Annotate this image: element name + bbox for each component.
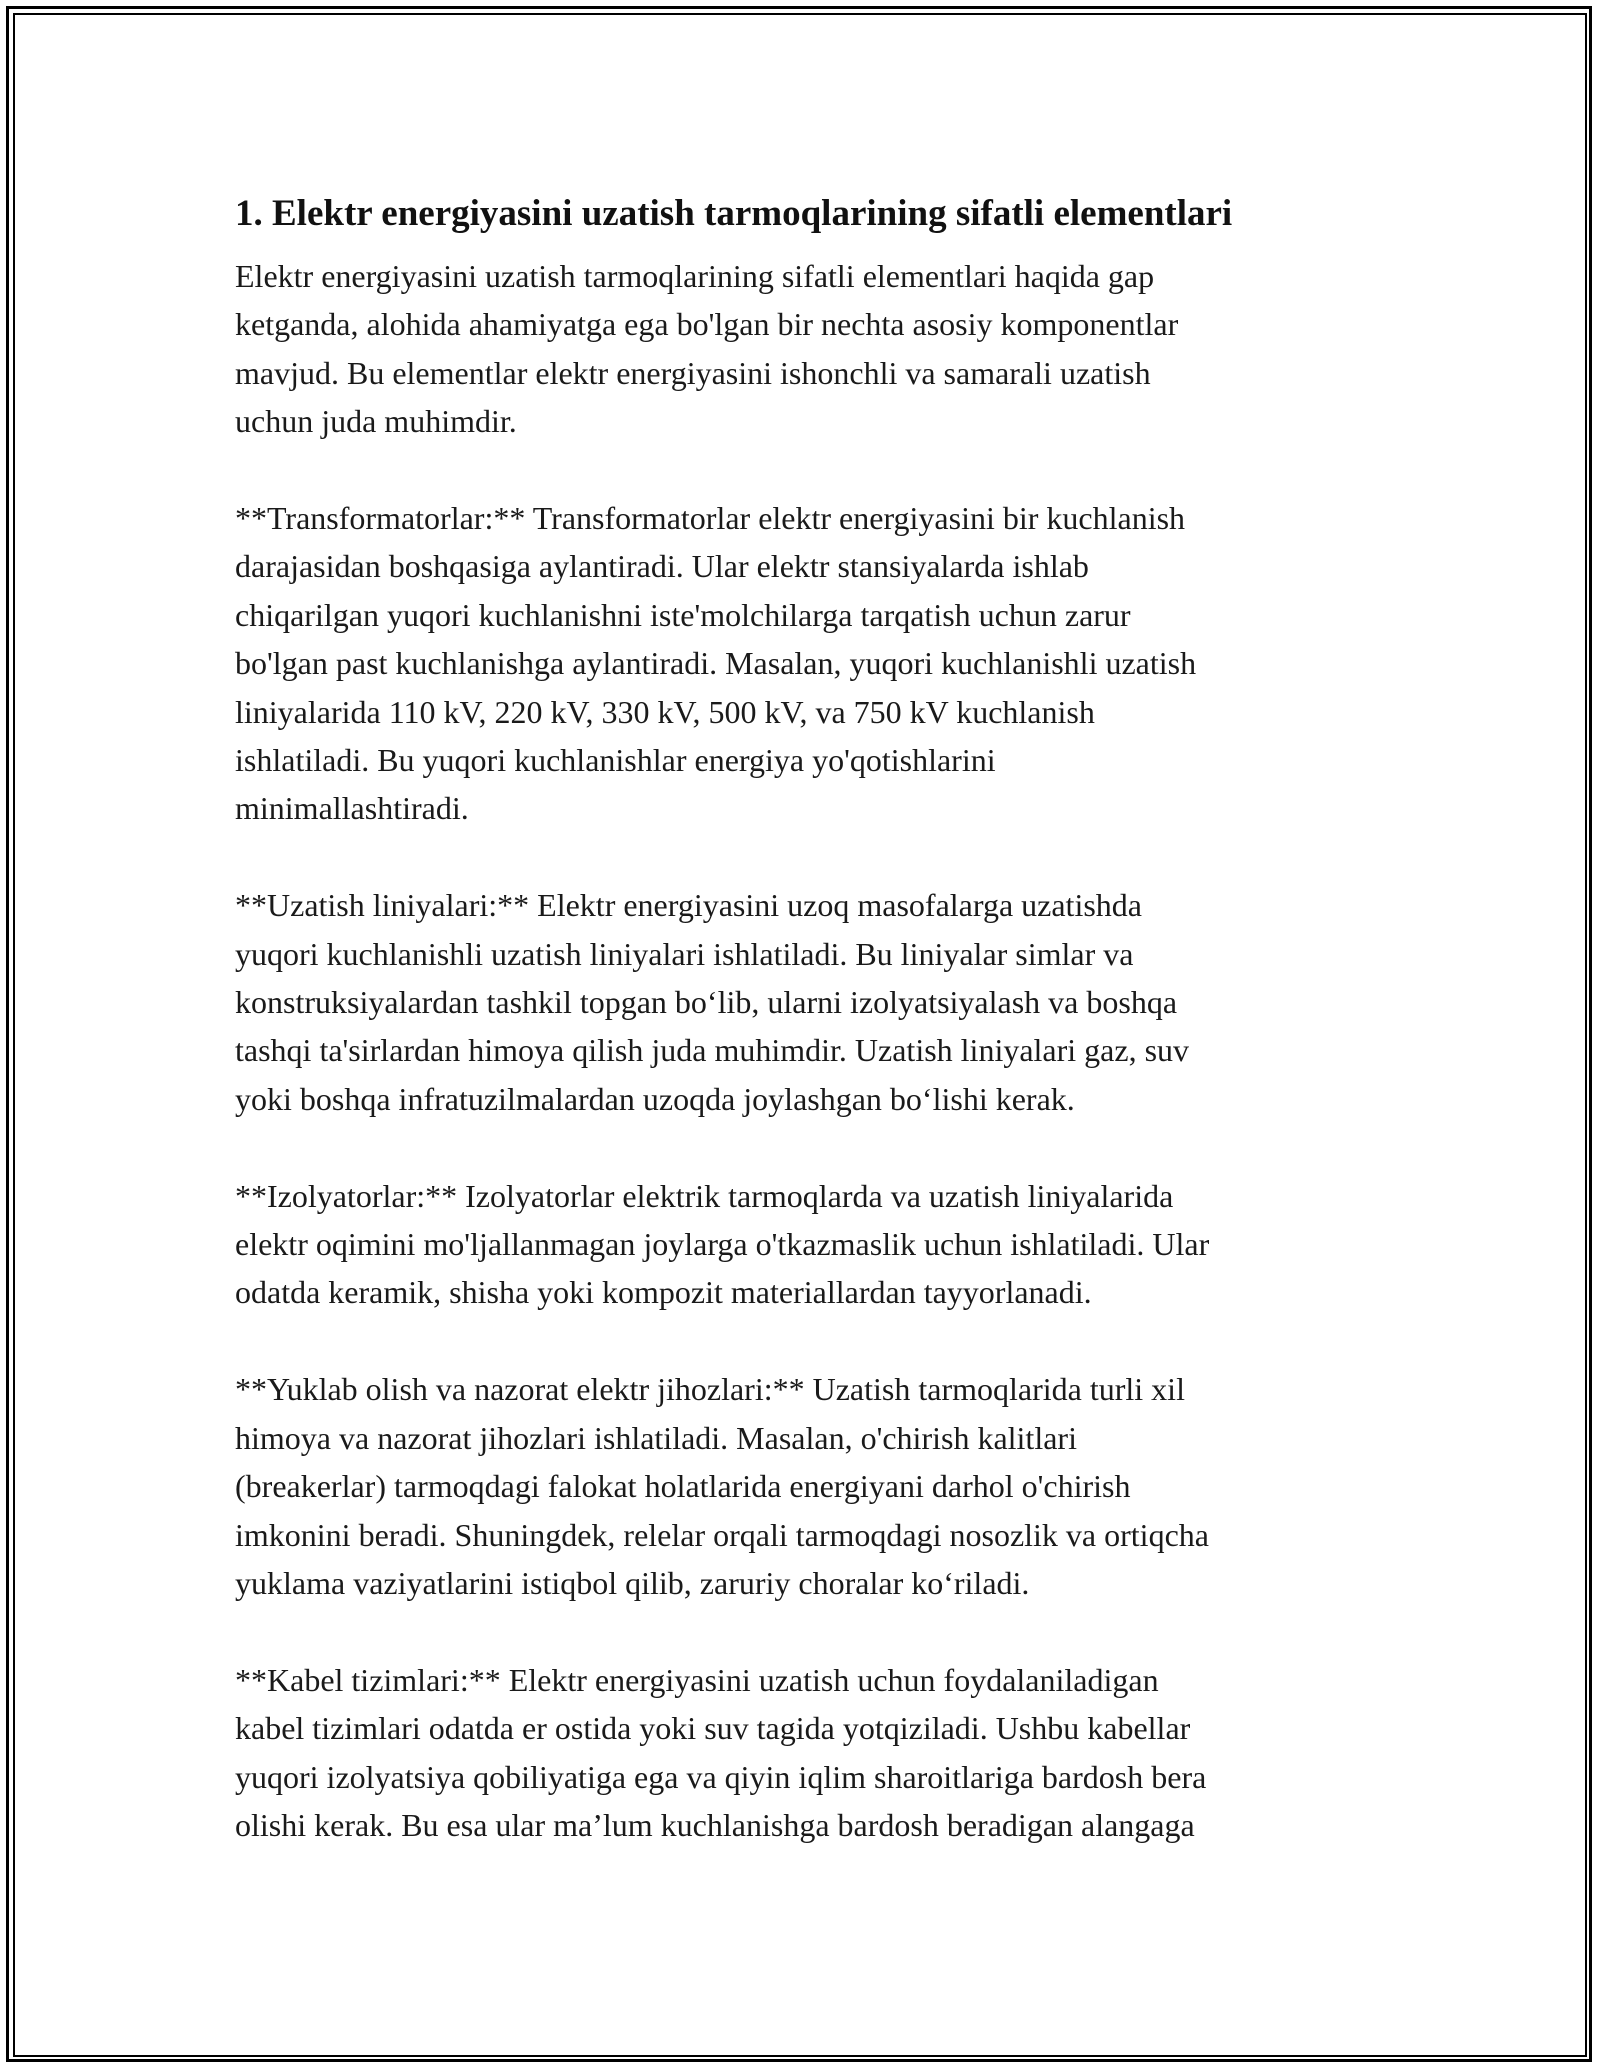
paragraph-transformatorlar: **Transformatorlar:** Transformatorlar elektr energiyasini bir kuchlanish darajasidan boshqasiga aylantiradi. Ular elektr stansiyalarda ishlab chiqarilgan yuqori kuchlanishni iste'molchilarga tarqatish uchun zarur bo'lgan past kuchlanishga aylantiradi. Masalan, yuqori kuchlanishli uzatish liniyalarida 110 kV, 220 kV, 330 kV, 500 kV, va 750 kV kuchlanish ishlatiladi. Bu yuqori kuchlanishlar energiya yo'qotishlarini minimallashtiradi. [235, 500, 1197, 827]
paragraph-nazorat-jihozlari: **Yuklab olish va nazorat elektr jihozlari:** Uzatish tarmoqlarida turli xil himoya va nazorat jihozlari ishlatiladi. Masalan, o'chirish kalitlari (breakerlar) tarmoqdagi falokat holatlarida energiyani darhol o'chirish imkonini beradi. Shuningdek, relelar orqali tarmoqdagi nosozlik va ortiqcha yuklama vaziyatlarini istiqbol qilib, zaruriy choralar ko‘riladi. [235, 1371, 1209, 1601]
paragraph-kabel-tizimlari: **Kabel tizimlari:** Elektr energiyasini uzatish uchun foydalaniladigan kabel tizimlari odatda er ostida yoki suv tagida yotqiziladi. Ushbu kabellar yuqori izolyatsiya qobiliyatiga ega va qiyin iqlim sharoitlariga bardosh bera olishi kerak. Bu esa ular ma’lum kuchlanishga bardosh beradigan alangaga [235, 1661, 1207, 1843]
document-body [235, 186, 1375, 1898]
section-heading: 1. Elektr energiyasini uzatish tarmoqlarining sifatli elementlari [235, 193, 1233, 234]
paragraph-uzatish-liniyalari: **Uzatish liniyalari:** Elektr energiyasini uzoq masofalarga uzatishda yuqori kuchlanishli uzatish liniyalari ishlatiladi. Bu liniyalar simlar va konstruksiyalardan tashkil topgan bo‘lib, ularni izolyatsiyalash va boshqa tashqi ta'sirlardan himoya qilish juda muhimdir. Uzatish liniyalari gaz, suv yoki boshqa infratuzilmalardan uzoqda joylashgan bo‘lishi kerak. [235, 887, 1190, 1117]
paragraph-izolyatorlar: **Izolyatorlar:** Izolyatorlar elektrik tarmoqlarda va uzatish liniyalarida elektr oqimini mo'ljallanmagan joylarga o'tkazmaslik uchun ishlatiladi. Ular odatda keramik, shisha yoki kompozit materiallardan tayyorlanadi. [235, 1177, 1210, 1311]
paragraph-intro: Elektr energiyasini uzatish tarmoqlarining sifatli elementlari haqida gap ketganda, alohida ahamiyatga ega bo'lgan bir nechta asosiy komponentlar mavjud. Bu elementlar elektr energiyasini ishonchli va samarali uzatish uchun juda muhimdir. [235, 258, 1179, 440]
